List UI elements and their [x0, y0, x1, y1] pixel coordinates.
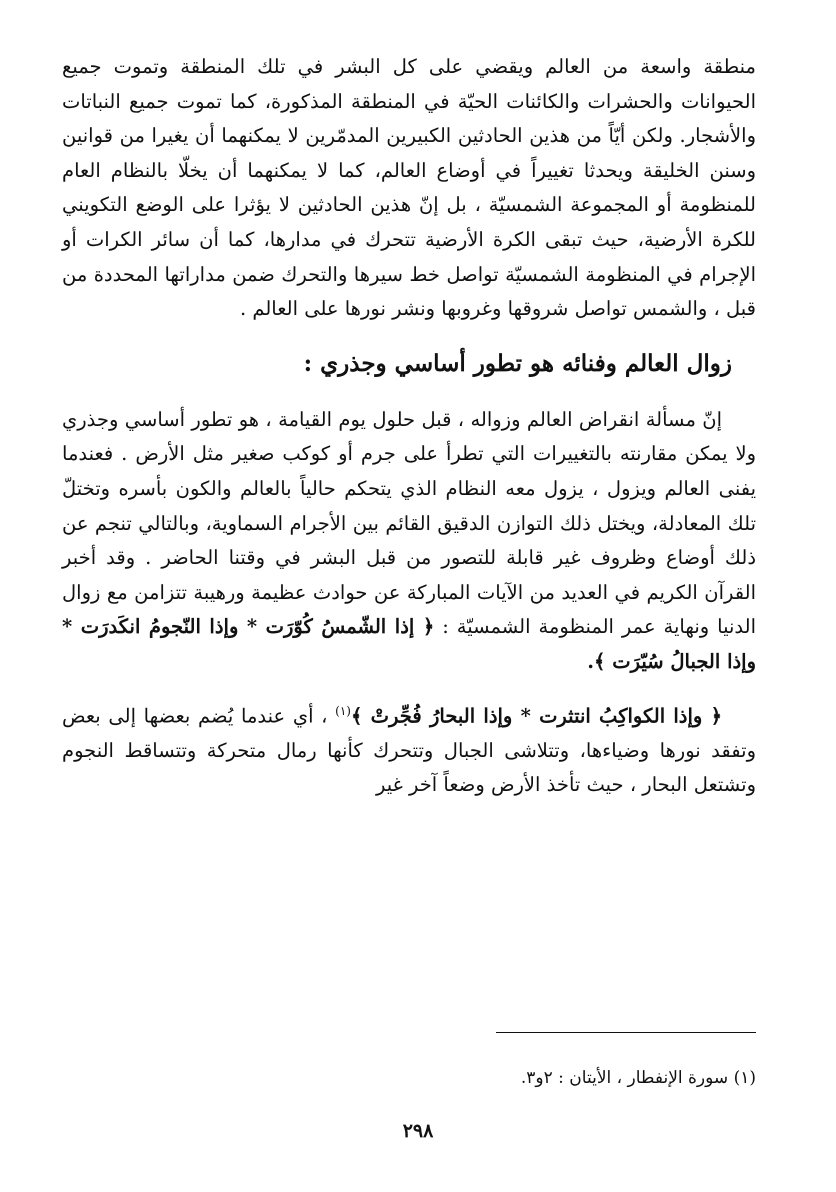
book-page [62, 44, 756, 1164]
footnote-divider [496, 1032, 756, 1033]
paragraph-1: منطقة واسعة من العالم ويقضي على كل البشر في تلك المنطقة وتموت جميع الحيوانات والحشرات والكائنات الحيّة في المنطقة المذكورة، كما تموت جميع النباتات والأشجار. ولكن أيّاً من هذين الحادثين الكبيرين المدمّرين لا يمكنهما أن يغيرا من قوانين وسنن الخليقة ويحدثا تغييراً في أوضاع العالم، كما لا يمكنهما أن يخلّا بالنظام العام للمنظومة أو المجموعة الشمسيّة ، بل إنّ هذين الحادثين لا يؤثرا على الوضع التكويني للكرة الأرضية، حيث تبقى الكرة الأرضية تتحرك في مدارها، كما أن سائر الكرات أو الإجرام في المنظومة الشمسيّة تواصل خط سيرها والتحرك ضمن مداراتها المحددة من قبل ، والشمس تواصل شروقها وغروبها ونشر نورها على العالم . [62, 55, 756, 321]
paragraph-2 [62, 403, 756, 680]
footnote-section [62, 1064, 756, 1092]
paragraph-3-text: ، أي عندما يُضم بعضها إلى بعض وتفقد نورها وضياءها، وتتلاشى الجبال وتتحرك كأنها رمال متحركة وتتساقط النجوم وتشتعل البحار ، حيث تأخذ الأرض وضعاً آخر غير [62, 704, 756, 797]
paragraph-2-text: إنّ مسألة انقراض العالم وزواله ، قبل حلول يوم القيامة ، هو تطور أساسي وجذري ولا يمكن مقارنته بالتغييرات التي تطرأ على جرم أو كوكب صغير مثل الأرض . فعندما يفنى العالم ويزول ، يزول معه النظام الذي يتحكم حالياً بالعالم والكون بأسره وتختلّ تلك المعادلة، ويختل ذلك التوازن الدقيق القائم بين الأجرام السماوية، وبالتالي تنجم عن ذلك أوضاع وظروف غير قابلة للتصور من قبل البشر في وقتنا الحاضر . وقد أخبر القرآن الكريم في العديد من الآيات المباركة عن حوادث عظيمة ورهيبة تتزامن مع زوال الدنيا ونهاية عمر المنظومة الشمسيّة : [62, 407, 757, 639]
section-heading: زوال العالم وفنائه هو تطور أساسي وجذري : [303, 349, 732, 377]
footnote-marker: (١) [335, 703, 351, 718]
paragraph-2-quran-quote: ﴿ إذا الشّمسُ كُوّرَت * وإذا النّجومُ انكَدرَت * وإذا الجبالُ سُيّرَت ﴾. [62, 615, 756, 673]
page-number: ٢٩٨ [402, 1120, 434, 1142]
footnote-text: (١) سورة الإنفطار ، الأيتان : ٢و٣. [520, 1068, 756, 1088]
paragraph-3-quran-quote: ﴿ وإذا الكواكِبُ انتثرت * وإذا البحارُ فُجِّرتْ ﴾ [350, 704, 722, 727]
paragraph-3 [62, 694, 756, 803]
